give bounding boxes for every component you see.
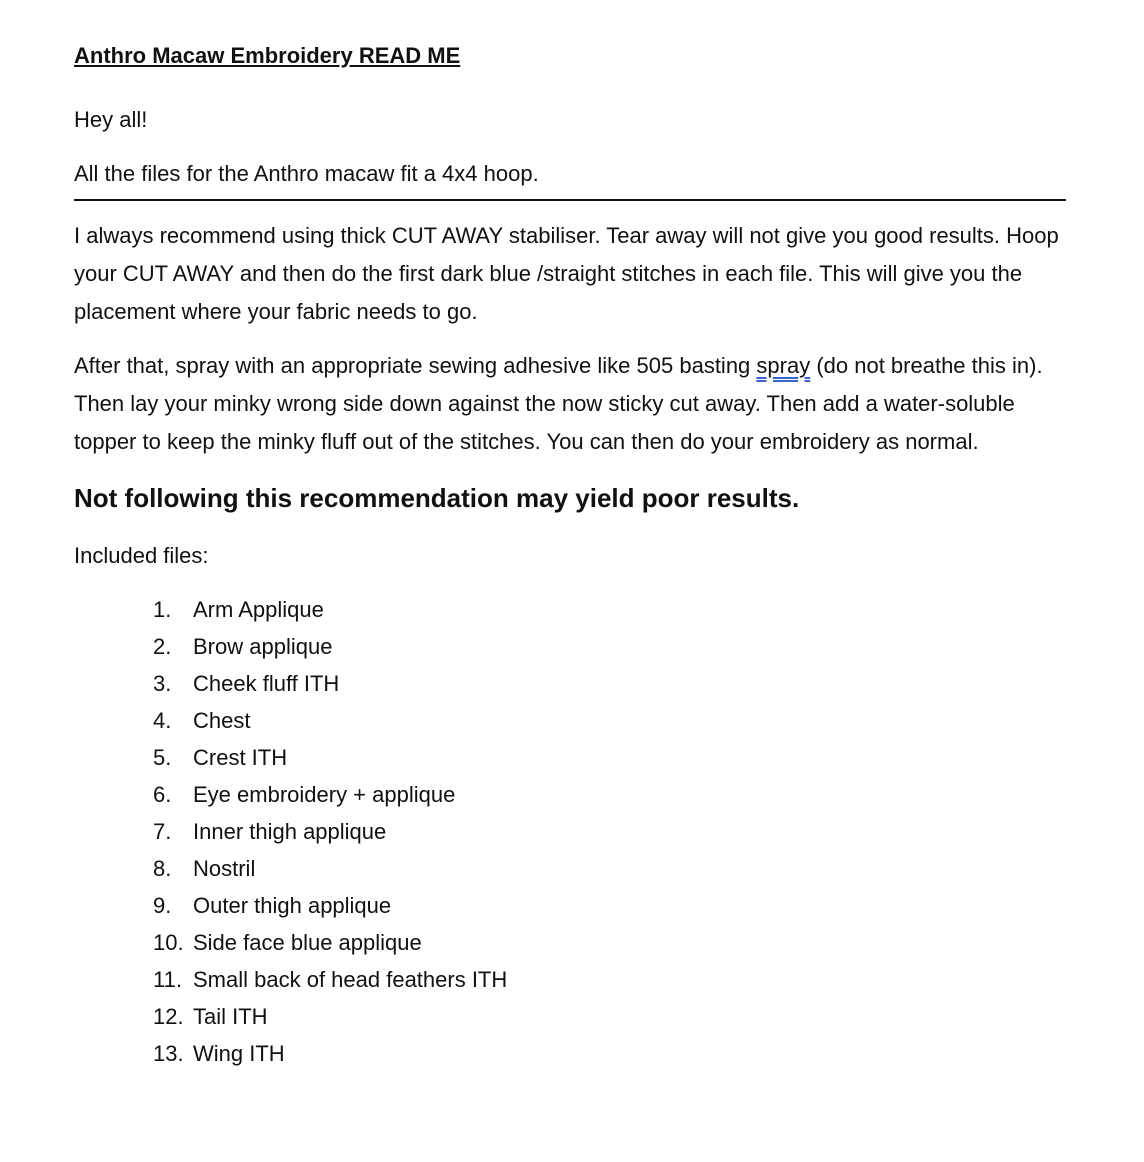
list-number: 6.	[153, 782, 172, 807]
file-name: Inner thigh applique	[193, 819, 387, 844]
file-name: Tail ITH	[193, 1004, 268, 1029]
list-number: 9.	[153, 893, 172, 918]
adhesive-paragraph	[74, 347, 1066, 461]
file-name: Wing ITH	[193, 1041, 285, 1066]
list-number: 2.	[153, 634, 172, 659]
list-number: 4.	[153, 708, 172, 733]
list-number: 3.	[153, 671, 172, 696]
list-number: 5.	[153, 745, 172, 770]
list-item	[153, 591, 1066, 628]
file-name: Side face blue applique	[193, 930, 422, 955]
list-number: 13.	[153, 1041, 184, 1066]
file-name: Cheek fluff ITH	[193, 671, 340, 696]
list-item	[153, 961, 1066, 998]
list-number: 12.	[153, 1004, 184, 1029]
list-number: 7.	[153, 819, 172, 844]
list-item	[153, 1035, 1066, 1072]
file-list	[74, 591, 1066, 1072]
list-item	[153, 998, 1066, 1035]
list-item	[153, 628, 1066, 665]
document-title: Anthro Macaw Embroidery READ ME	[74, 43, 461, 68]
file-name: Small back of head feathers ITH	[193, 967, 508, 992]
list-item	[153, 776, 1066, 813]
list-item	[153, 813, 1066, 850]
list-item	[153, 702, 1066, 739]
list-number: 10.	[153, 930, 184, 955]
list-number: 8.	[153, 856, 172, 881]
greeting: Hey all!	[74, 107, 148, 132]
file-name: Arm Applique	[193, 597, 324, 622]
hoop-fit-note: All the files for the Anthro macaw fit a 4x4 hoop.	[74, 155, 1066, 201]
list-item	[153, 739, 1066, 776]
list-number: 1.	[153, 597, 172, 622]
included-files-label: Included files:	[74, 543, 209, 568]
text: (do not breathe this in). Then lay your minky wrong side down against the now sticky cut away. Then add a water-soluble topper to keep the minky fluff out of the stitches. You can then do your embroidery as normal.	[74, 353, 1043, 454]
file-name: Outer thigh applique	[193, 893, 392, 918]
list-number: 11.	[153, 967, 182, 992]
spellcheck-flagged-word[interactable]: spray	[756, 353, 811, 378]
document-body	[74, 38, 1066, 1072]
list-item	[153, 887, 1066, 924]
list-item	[153, 850, 1066, 887]
warning-heading: Not following this recommendation may yield poor results.	[74, 483, 800, 513]
text: After that, spray with an appropriate sewing adhesive like 505 basting	[74, 353, 757, 378]
file-name: Crest ITH	[193, 745, 288, 770]
file-name: Nostril	[193, 856, 256, 881]
file-name: Eye embroidery + applique	[193, 782, 456, 807]
list-item	[153, 924, 1066, 961]
list-item	[153, 665, 1066, 702]
file-name: Chest	[193, 708, 251, 733]
stabiliser-paragraph: I always recommend using thick CUT AWAY stabiliser. Tear away will not give you good results. Hoop your CUT AWAY and then do the first dark blue /straight stitches in each file. This will give you the placement where your fabric needs to go.	[74, 223, 1059, 324]
file-name: Brow applique	[193, 634, 333, 659]
